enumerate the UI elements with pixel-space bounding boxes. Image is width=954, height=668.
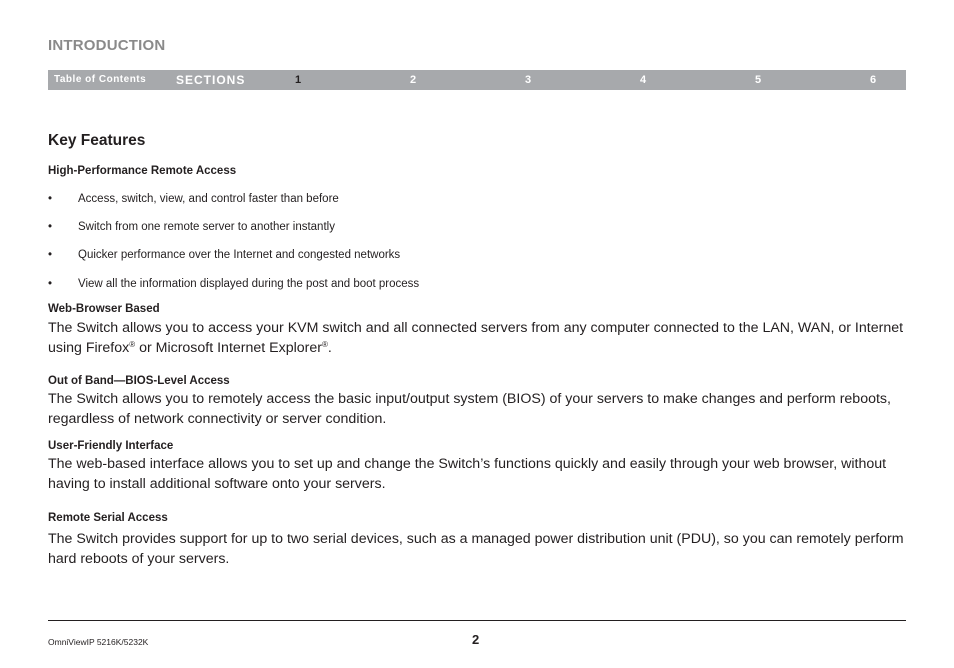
registered-mark: ® xyxy=(322,339,328,349)
section-link-1[interactable]: 1 xyxy=(295,74,302,86)
list-item xyxy=(48,219,906,235)
section-navigation-bar xyxy=(48,70,906,90)
high-performance-heading: High-Performance Remote Access xyxy=(48,165,237,177)
web-browser-text-2: or Microsoft Internet Explorer xyxy=(135,339,322,356)
web-browser-text-3: . xyxy=(327,339,332,356)
web-browser-paragraph xyxy=(48,319,906,358)
registered-mark: ® xyxy=(129,339,136,349)
list-item xyxy=(48,247,906,263)
footer-product-name: OmniViewIP 5216K/5232K xyxy=(48,637,149,647)
bios-access-paragraph: The Switch allows you to remotely access the basic input/output system (BIOS) of your servers to make changes and perform reboots, regardless of network connectivity or server condition. xyxy=(48,391,891,427)
section-link-3[interactable]: 3 xyxy=(525,74,532,86)
page-number: 2 xyxy=(472,632,480,647)
list-item xyxy=(48,276,906,292)
section-link-6[interactable]: 6 xyxy=(870,74,877,86)
list-item-text: Switch from one remote server to another instantly xyxy=(78,221,335,233)
bullet-icon: • xyxy=(48,249,53,261)
bullet-icon: • xyxy=(48,193,53,205)
bullet-icon: • xyxy=(48,221,53,233)
list-item-text: View all the information displayed during the post and boot process xyxy=(78,278,420,290)
section-title: INTRODUCTION xyxy=(48,37,166,54)
remote-serial-paragraph: The Switch provides support for up to two serial devices, such as a managed power distribution unit (PDU), so you can remotely perform hard reboots of your servers. xyxy=(48,531,904,567)
remote-serial-heading: Remote Serial Access xyxy=(48,512,168,524)
web-browser-text-1: The Switch allows you to access your KVM switch and all connected servers from any computer connected to the LAN, WAN, or Internet using Firefox xyxy=(48,320,904,356)
list-item xyxy=(48,191,906,207)
section-link-5[interactable]: 5 xyxy=(755,74,762,86)
section-link-2[interactable]: 2 xyxy=(410,74,417,86)
user-interface-heading: User-Friendly Interface xyxy=(48,440,174,452)
section-link-4[interactable]: 4 xyxy=(640,74,647,86)
list-item-text: Quicker performance over the Internet and congested networks xyxy=(78,249,401,261)
table-of-contents-link[interactable]: Table of Contents xyxy=(54,74,147,85)
list-item-text: Access, switch, view, and control faster than before xyxy=(78,193,339,205)
web-browser-heading: Web-Browser Based xyxy=(48,303,160,315)
bullet-icon: • xyxy=(48,278,53,290)
sections-label: SECTIONS xyxy=(176,73,246,87)
page-heading: Key Features xyxy=(48,132,146,149)
bios-access-heading: Out of Band—BIOS-Level Access xyxy=(48,375,230,387)
feature-bullet-list xyxy=(48,191,906,292)
footer-divider xyxy=(48,620,906,621)
page-content xyxy=(48,131,906,569)
user-interface-paragraph: The web-based interface allows you to set up and change the Switch’s functions quickly and easily through your web browser, without having to install additional software onto your servers. xyxy=(48,456,887,492)
